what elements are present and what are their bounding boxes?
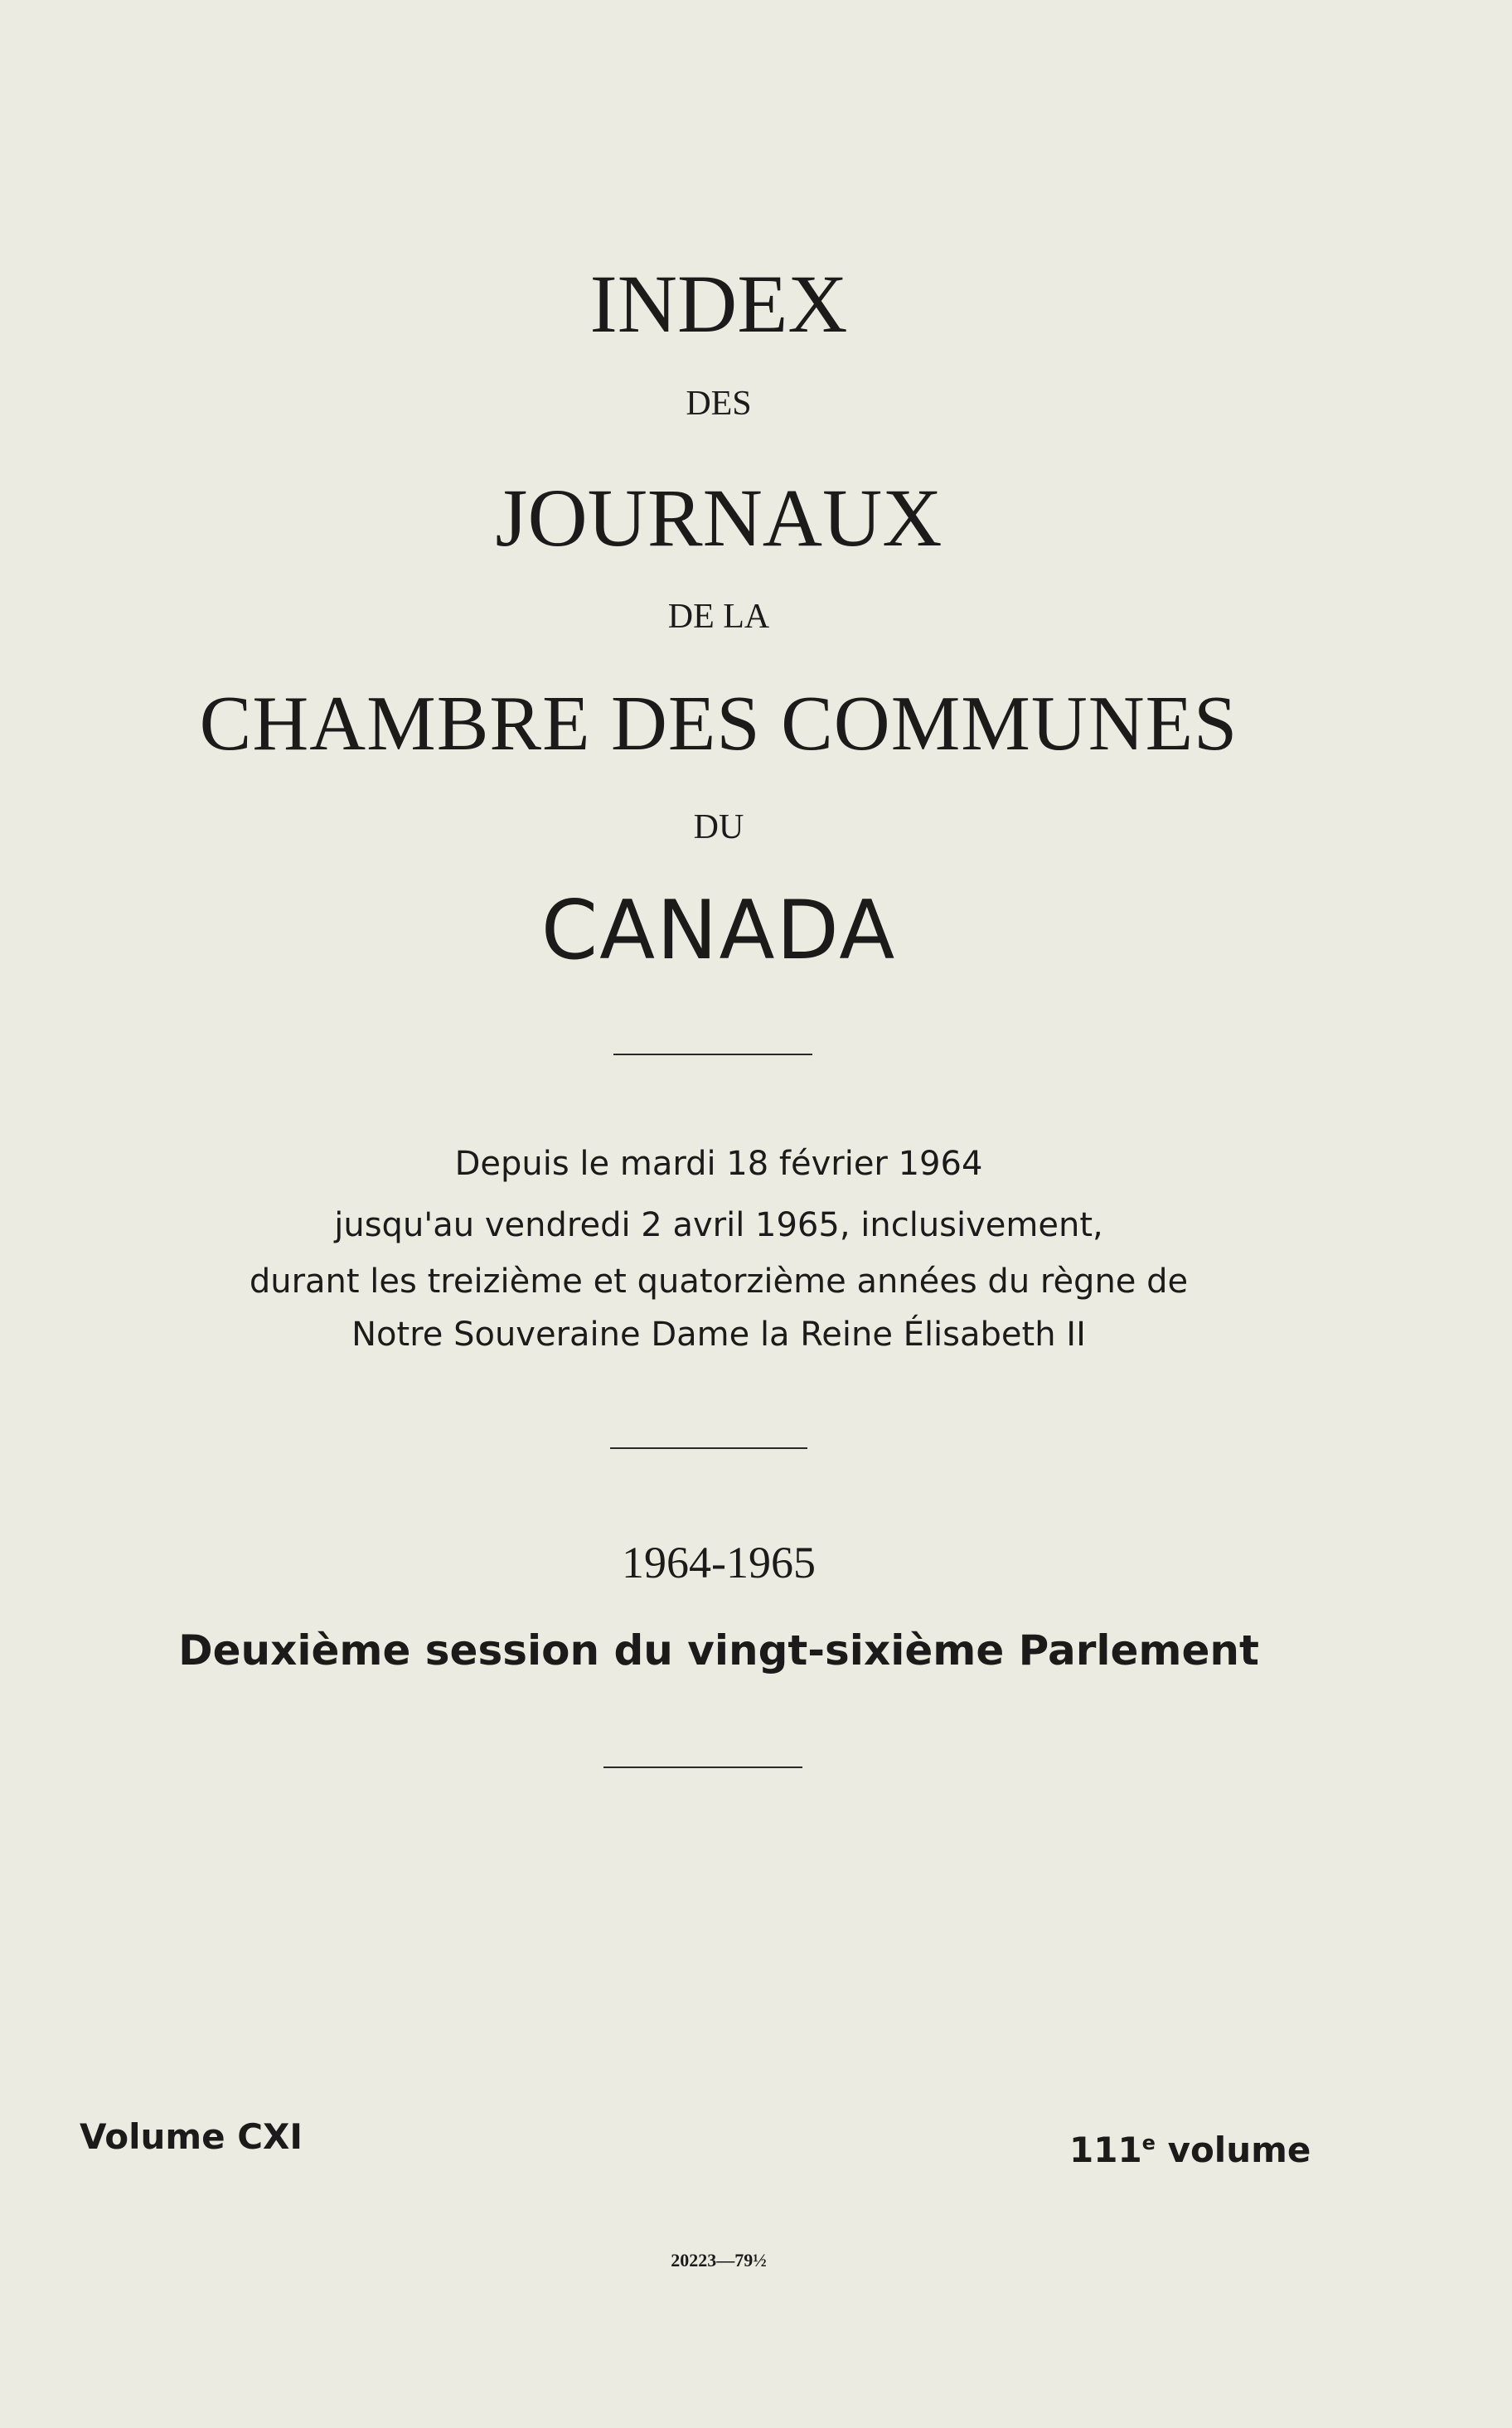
divider-rule <box>603 1766 802 1768</box>
divider-rule <box>613 1054 812 1055</box>
period-line-end: jusqu'au vendredi 2 avril 1965, inclusivement, <box>334 1206 1103 1244</box>
title-line-de-la: DE LA <box>667 598 770 636</box>
volume-ordinal-word: volume <box>1167 2130 1311 2170</box>
period-line-sovereign: Notre Souveraine Dame la Reine Élisabeth II <box>351 1316 1086 1354</box>
volume-ordinal-superscript: e <box>1141 2131 1156 2154</box>
period-line-start: Depuis le mardi 18 février 1964 <box>454 1145 983 1183</box>
volume-roman-label: Volume CXI <box>80 2116 303 2157</box>
volume-ordinal-number: 111 <box>1069 2130 1142 2170</box>
title-line-chambre: CHAMBRE DES COMMUNES <box>199 681 1238 767</box>
printer-code: 20223—79½ <box>671 2250 767 2270</box>
session-years: 1964-1965 <box>622 1538 816 1587</box>
title-line-du: DU <box>693 808 744 846</box>
title-line-index: INDEX <box>589 258 848 350</box>
divider-rule <box>610 1447 807 1449</box>
title-line-canada: CANADA <box>540 884 897 978</box>
volume-ordinal-label <box>1069 2125 1311 2175</box>
title-line-des: DES <box>686 385 752 423</box>
session-description: Deuxième session du vingt-sixième Parlement <box>178 1626 1259 1674</box>
period-line-reign: durant les treizième et quatorzième années du règne de <box>249 1262 1189 1301</box>
title-line-journaux: JOURNAUX <box>495 472 943 564</box>
